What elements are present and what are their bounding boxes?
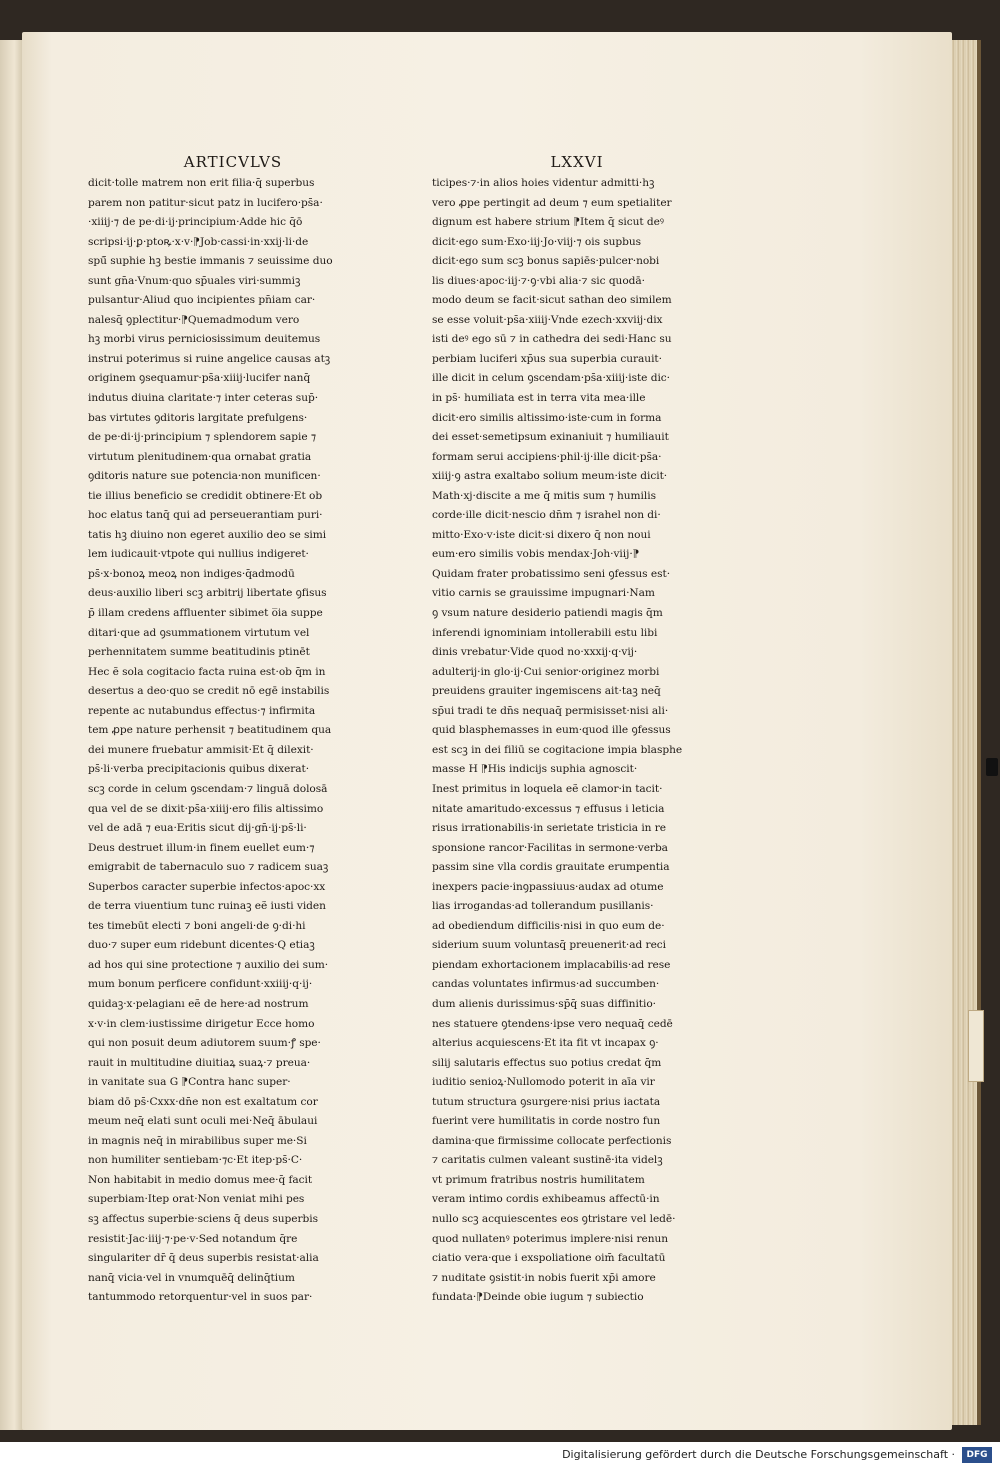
text-line: instrui poterimus si ruine angelice causas atꝫ (88, 352, 331, 365)
text-line: mum bonum perficere confidunt·xxiiij·q·ij· (88, 978, 313, 991)
text-line: ditari·que ad ꝯsummationem virtutum vel (88, 626, 310, 639)
text-line: risus irrationabilis·in serietate tristicia in re (432, 822, 666, 835)
text-line: parem non patitur·sicut patz in lucifero·ps̄a· (88, 196, 323, 209)
text-line: ille dicit in celum ꝯscendam·ps̄a·xiiij·iste dic· (432, 372, 670, 385)
text-line: ticipes·⁊·in alios hoies videntur admitti·hꝫ (432, 177, 655, 189)
text-line: dicit·ego sum scꝫ bonus sapiēs·pulcer·nobi (432, 255, 660, 268)
text-line: qui non posuit deum adiutorem suum·ꝭ spe· (88, 1037, 321, 1050)
text-line: dei esset·semetipsum exinaniuit ⁊ humiliauit (432, 431, 669, 444)
right-lines (432, 174, 722, 1308)
text-line: ad obediendum difficilis·nisi in quo eum de· (432, 919, 665, 932)
text-line: hoc elatus tanq̄ qui ad perseuerantiam puri· (88, 509, 323, 522)
text-line: desertus a deo·quo se credit nō egē instabilis (88, 685, 330, 698)
text-line: sp̄ui tradi te dn̄s nequaq̄ permisisset·nisi ali· (432, 704, 669, 717)
text-line: spū̄ suphie hꝫ bestie immanis ⁊ seuissime duo (88, 255, 333, 268)
text-line: ⁊ nuditate ꝯsistit·in nobis fuerit xp̄i amore (432, 1271, 656, 1284)
text-line: quidaꝫ·x·pelagianı eẽ de here·ad nostrum (88, 997, 309, 1010)
text-line: ꝯ vsum nature desiderio patiendi magis q̄m (432, 607, 663, 620)
text-line: nes statuere ꝯtendens·ipse vero nequaq̄ cedē (432, 1017, 673, 1030)
text-line: non humiliter sentiebam·⁊c·Et itep·ps̄·C· (88, 1154, 303, 1167)
text-line: tem ꝓpe nature perhensit ⁊ beatitudinem qua (88, 724, 332, 737)
text-line: duo·⁊ super eum ridebunt dicentes·Q etiaꝫ (88, 939, 315, 952)
text-line: sꝫ affectus superbie·sciens q̄ deus superbis (88, 1212, 318, 1225)
text-line: nanq̄ vicia·vel in vnumquēq̄ delinq̄tium (88, 1271, 295, 1284)
text-line: superbiam·Itep orat·Non veniat mihi pes (88, 1193, 305, 1206)
text-line: ꝯditoris nature sue potencia·non munificen· (88, 470, 321, 483)
left-page-edge (0, 40, 24, 1430)
text-line: Deus destruet illum·in finem euellet eum·⁊ (88, 841, 315, 854)
text-line: tutum structura ꝯsurgere·nisi prius iactata (432, 1095, 661, 1108)
text-line: vero ꝓpe pertingit ad deum ⁊ eum spetialiter (432, 196, 672, 209)
text-line: sponsione rancor·Facilitas in sermone·verba (432, 841, 668, 854)
text-line: veram intimo cordis exhibeamus affectū·in (432, 1193, 660, 1206)
text-line: meum neq̄ elati sunt oculi mei·Neq̄ ābulaui (88, 1115, 318, 1128)
text-line: emigrabit de tabernaculo suo ⁊ radicem suaꝫ (88, 861, 329, 874)
text-line: alterius acquiescens·Et ita fit vt incapax ꝯ· (432, 1037, 659, 1050)
text-line: originem ꝯsequamur·ps̄a·xiiij·lucifer nanq̄ (88, 372, 311, 385)
text-line: dicit·ego sum·Exo·iij·Jo·viij·⁊ ois supbus (432, 235, 642, 248)
text-line: formam serui accipiens·phil·ij·ille dicit·ps̄a· (432, 450, 662, 463)
text-line: passim sine vlla cordis grauitate erumpentia (432, 861, 670, 874)
text-line: tatis hꝫ diuino non egeret auxilio deo se simi (88, 528, 327, 541)
text-line: pulsantur·Aliud quo incipientes pn̄iam car· (88, 294, 316, 307)
text-line: masse H ⁋His indicijs suphia agnoscit· (432, 763, 638, 776)
text-line: iuditio senioꝝ·Nullomodo poterit in aīa vir (432, 1076, 655, 1089)
text-line: resistit·Jac·iiij·⁊·pe·v·Sed notandum q̄re (88, 1232, 298, 1245)
text-line: candas voluntates infirmus·ad succumben· (432, 978, 660, 991)
text-line: singulariter dr̄ q̄ deus superbis resistat·alia (88, 1252, 319, 1265)
text-line: Inest primitus in loquela eẽ clamor·in tacit· (432, 782, 663, 795)
text-line: ·xiiij·⁊ de pe·di·ij·principium·Adde hic q̄ō (88, 216, 303, 229)
text-line: perbiam luciferi xp̄us sua superbia curauit· (432, 352, 662, 365)
text-line: ⁊ caritatis culmen valeant sustinē·ita videlꝫ (432, 1154, 663, 1167)
text-line: sunt gn̄a·Vnum·quo sp̄uales viri·summiꝫ (88, 274, 301, 287)
text-line: lis diues·apoc·iij·⁊·ꝯ·vbi alia·⁊ sic quodā· (432, 274, 645, 287)
text-line: de terra viuentium tunc ruinaꝫ eẽ iusti viden (88, 900, 326, 913)
text-line: quid blasphemasses in eum·quod ille ꝯfessus (432, 724, 671, 737)
text-line: mitto·Exo·v·iste dicit·si dixero q̄ non noui (432, 528, 651, 541)
right-text-column (432, 152, 722, 1308)
text-line: Hec ẽ sola cogitacio facta ruina est·ob q̄m in (88, 665, 326, 678)
text-line: adulterij·in glo·ij·Cui senior·originez morbi (432, 665, 660, 678)
text-line: nullo scꝫ acquiescentes eos ꝯtristare vel ledē· (432, 1212, 676, 1225)
text-line: dum alienis durissimus·sp̄q̄ suas diffinitio· (432, 997, 656, 1010)
text-line: tes timebūt electi ⁊ boni angeli·de ꝯ·di·hi (88, 919, 306, 932)
text-line: preuidens grauiter ingemiscens ait·taꝫ neq̄ (432, 685, 661, 698)
text-line: ad hos qui sine protectione ⁊ auxilio dei sum· (88, 958, 329, 971)
text-line: x·v·in clem·iustissime dirigetur Ecce homo (88, 1017, 315, 1030)
text-line: damina·que firmissime collocate perfectionis (432, 1134, 672, 1147)
text-line: siderium suum voluntasq̄ preuenerit·ad reci (432, 939, 667, 952)
paper-tab-marker (968, 1010, 984, 1082)
text-line: Non habitabit in medio domus mee·q̄ facit (88, 1173, 313, 1186)
text-line: isti deꝰ ego sū ⁊ in cathedra dei sedi·Hanc su (432, 333, 672, 346)
text-line: qua vel de se dixit·ps̄a·xiiij·ero filis altissimo (88, 802, 324, 815)
text-line: scripsi·ij·ꝑ·ptoꝶ·x·v·⁋Job·cassi·in·xxij·li·de (88, 235, 309, 248)
text-line: bas virtutes ꝯditoris largitate prefulgens· (88, 411, 308, 424)
left-lines (88, 174, 378, 1308)
text-line: rauit in multitudine diuitiaꝝ suaꝝ·⁊ preua· (88, 1056, 311, 1069)
text-line: indutus diuina claritate·⁊ inter ceteras sup̄· (88, 392, 319, 405)
text-line: piendam exhortacionem implacabilis·ad rese (432, 958, 671, 971)
text-line: deus·auxilio liberi scꝫ arbitrij libertate ꝯfisus (88, 587, 327, 600)
text-line: virtutum plenitudinem·qua ornabat gratia (88, 450, 312, 463)
text-line: modo deum se facit·sicut sathan deo similem (432, 294, 672, 307)
text-line: dinis vrebatur·Vide quod no·xxxij·q·vij· (432, 646, 638, 659)
dfg-logo: DFG (962, 1447, 992, 1463)
left-running-head: ARTICVLVS (183, 153, 283, 171)
text-line: de pe·di·ij·principium ⁊ splendorem sapie ⁊ (88, 431, 317, 444)
text-line: lem iudicauit·vtpote qui nullius indigeret· (88, 548, 309, 561)
camera-clip-icon (986, 758, 998, 776)
text-line: biam dō ps̄·Cxxx·dn̄e non est exaltatum cor (88, 1095, 318, 1108)
text-line: xiiij·ꝯ astra exaltabo solium meum·iste dicit· (432, 470, 668, 483)
text-line: in magnis neq̄ in mirabilibus super me·Si (88, 1134, 307, 1147)
text-line: ps̄·li·verba precipitacionis quibus dixerat· (88, 763, 310, 776)
text-line: p̄ illam credens affluenter sibimet o̅ia suppe (88, 607, 323, 620)
text-line: dicit·tolle matrem non erit filia·q̄ superbus (88, 177, 315, 189)
text-line: lias irrogandas·ad tollerandum pusillanis· (432, 900, 654, 913)
text-line: perhennitatem summe beatitudinis ptinēt (88, 646, 310, 659)
text-line: Superbos caracter superbie infectos·apoc·xx (88, 880, 326, 893)
text-line: inexpers pacie·inꝯpassiuus·audax ad otume (432, 880, 664, 893)
text-line: dignum est habere strium ⁋Item q̄ sicut deꝰ (432, 216, 664, 229)
text-line: eum·ero similis vobis mendax·Joh·viij·⁋ (432, 548, 640, 561)
text-line: vel de adā ⁊ eua·Eritis sicut dij·gn̄·ij·ps̄·li· (88, 822, 307, 835)
text-line: fundata·⁋Deinde obie iugum ⁊ subiectio (432, 1291, 644, 1304)
left-text-column (88, 152, 378, 1308)
text-line: vt primum fratribus nostris humilitatem (432, 1173, 645, 1186)
text-line: quod nullatenꝰ poterimus implere·nisi renun (432, 1232, 669, 1245)
text-line: Quidam frater probatissimo seni ꝯfessus est· (432, 567, 671, 580)
text-line: repente ac nutabundus effectus·⁊ infirmita (88, 704, 316, 717)
text-line: corde·ille dicit·nescio dn̄m ⁊ israhel non di· (432, 509, 661, 522)
text-line: scꝫ corde in celum ꝯscendam·⁊ linguā dolosā (88, 782, 328, 795)
text-line: fuerint vere humilitatis in corde nostro fun (432, 1115, 661, 1128)
folio-number: LXXVI (550, 153, 604, 171)
text-line: dei munere fruebatur ammisit·Et q̄ dilexit· (88, 743, 314, 756)
text-line: nitate amaritudo·excessus ⁊ effusus i leticia (432, 802, 665, 815)
text-line: Math·xj·discite a me q̄ mitis sum ⁊ humilis (432, 489, 656, 502)
text-line: tie illius beneficio se credidit obtinere·Et ob (88, 489, 323, 502)
text-line: se esse voluit·ps̄a·xiiij·Vnde ezech·xxviij·dix (432, 313, 663, 326)
footer-bar (0, 1442, 1000, 1470)
text-line: nalesq̄ ꝯplectitur·⁋Quemadmodum vero (88, 313, 300, 326)
text-line: in ps̄· humiliata est in terra vita mea·ille (432, 392, 646, 405)
text-line: ciatio vera·que i exspoliatione oim̄ facultatū (432, 1252, 666, 1265)
text-line: in vanitate sua G ⁋Contra hanc super· (88, 1076, 291, 1089)
text-line: inferendi ignominiam intollerabili estu libi (432, 626, 658, 639)
text-line: silij salutaris effectus suo potius credat q̄m (432, 1056, 662, 1069)
footer-credit: Digitalisierung gefördert durch die Deutsche Forschungsgemeinschaft · (562, 1448, 955, 1461)
text-line: tantummodo retorquentur·vel in suos par· (88, 1291, 313, 1304)
text-line: vitio carnis se grauissime impugnari·Nam (432, 587, 655, 600)
text-line: hꝫ morbi virus perniciosissimum deuitemus (88, 333, 321, 346)
text-line: dicit·ero similis altissimo·iste·cum in forma (432, 411, 662, 424)
text-line: est scꝫ in dei filiū se cogitacione impia blasphe (432, 743, 683, 756)
text-line: ps̄·x·bonoꝝ meoꝝ non indiges·q̄admodū (88, 567, 295, 580)
